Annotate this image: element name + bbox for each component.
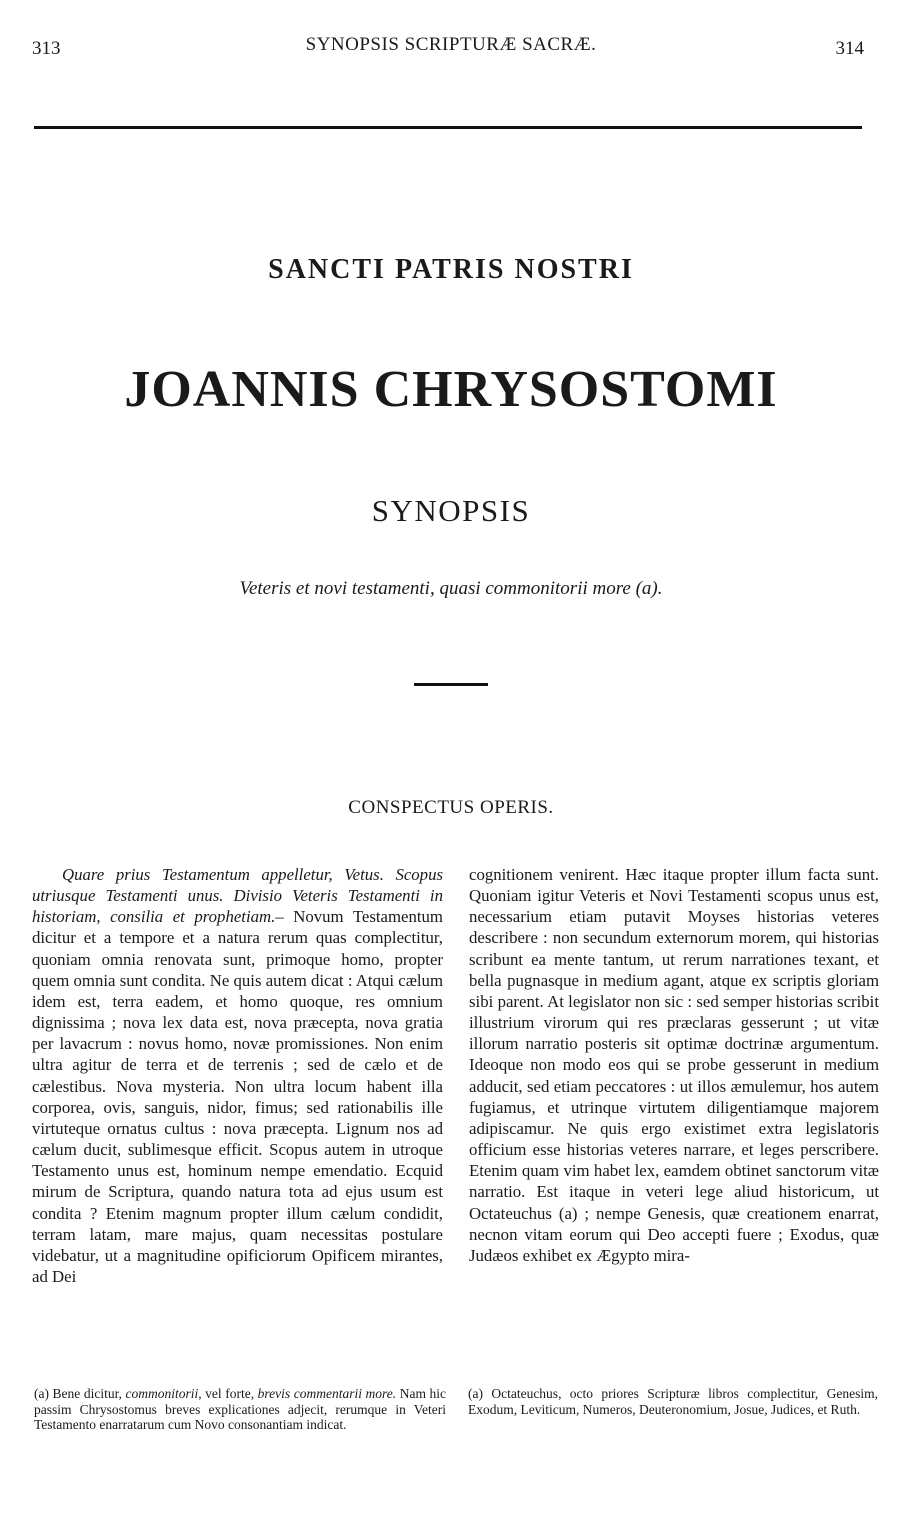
left-column-body: – Novum Testamentum dicitur et a tempore et a natura rerum quas complectitur, quoniam omnia renovata sunt, primoque homo, propter quem omnia sunt condita. Ne quis autem dicat : Atqui cælum idem est, terra eadem, et homo quoque, res omnium dignissima ; nova lex data est, nova præcepta, nova gratia per lavacrum : novus homo, novæ promissiones. Non enim ultra agitur de terra et de terrenis ; sed de cælo et de cælestibus. Nova mysteria. Non ultra locum habent illa corporea, ovis, sanguis, nidor, fimus; sed rationabilis ille virtuteque ornatus cultus : nova præcepta. Lignum nos ad cælum ducit, sublimesque efficit. Scopus autem in utroque Testamento unus est, hominum nempe emendatio. Ecquid mirum de Scriptura, quando natura tota ad ejus usum est condita ? Etenim magnum propter illum cælum condidit, terram latam, mare majus, quam necessitas postulare videbatur, ut a magnitudine opificiorum Opificem mirantes, ad Dei	[32, 907, 443, 1286]
right-column	[469, 864, 879, 1266]
footnote-left-text-e: Nam hic passim Chrysostomus breves explicationes adjecit, rerumque in Veteri Testamento enarratarum cum Novo consonantiam indicat.	[34, 1386, 446, 1432]
pre-title: SANCTI PATRIS NOSTRI	[268, 254, 634, 285]
footnote-left-text-c: vel forte,	[205, 1386, 255, 1401]
header-rule	[34, 126, 862, 129]
left-column	[32, 864, 443, 1287]
footnote-right: (a) Octateuchus, octo priores Scripturæ libros complectitur, Genesim, Exodum, Leviticum, Numeros, Deuteronomium, Josue, Judices, et Ruth.	[468, 1386, 878, 1417]
ornamental-rule	[414, 683, 488, 686]
page-number-right: 314	[835, 38, 864, 59]
right-column-body: cognitionem venirent. Hæc itaque propter illum facta sunt. Quoniam igitur Veteris et Novi Testamenti scopus unus est, necessarium etiam putavit Moyses historias veteres describere : non secundum externorum morem, qui historias scribunt ea mente tantum, ut rerum narrationes texant, et bella pugnasque in medium agant, atque ex scriptis gloriam sibi parent. At legislator non sic : sed semper historias scribit illustrium virorum qui res præclaras gesserunt ; ut vitæ illorum narratio posteris sit optimæ doctrinæ argumentum. Ideoque non modo eos qui se probe gesserunt in medium adducit, sed etiam peccatores : ut illos æmulemur, hos autem fugiamus, et utrinque virtutem diligentiamque majorem adipiscamur. Ne quis ergo existimet extra legislatoris officium esse historias veteres narrare, et leges perscribere. Etenim quam vim habet lex, eamdem obtinet sanctorum vitæ narratio. Est itaque in veteri lege aliud historicum, ut Octateuchus (a) ; nempe Genesis, quæ creationem enarrat, necnon vitam eorum qui Deo accepti fuere ; Exodus, quæ Judæos exhibet ex Ægypto mira-	[469, 865, 879, 1265]
main-title: JOANNIS CHRYSOSTOMI	[124, 361, 778, 418]
footnote-left-text-a: Bene dicitur,	[52, 1386, 122, 1401]
footnote-left	[34, 1386, 446, 1433]
footnote-marker: (a)	[34, 1386, 49, 1401]
page-number-left: 313	[32, 38, 61, 59]
footnote-left-text-d: brevis commentarii more.	[257, 1386, 397, 1401]
running-title: SYNOPSIS SCRIPTURÆ SACRÆ.	[305, 34, 597, 55]
section-heading: CONSPECTUS OPERIS.	[348, 797, 554, 818]
title-description: Veteris et novi testamenti, quasi commonitorii more (a).	[239, 578, 663, 599]
footnote-left-text-b: commonitorii,	[125, 1386, 202, 1401]
sub-title: SYNOPSIS	[371, 493, 531, 528]
left-column-lead: Quare prius Testamentum appelletur, Vetus. Scopus utriusque Testamenti unus. Divisio Veteris Testamenti in historiam, consilia et prophetiam.	[32, 865, 443, 927]
